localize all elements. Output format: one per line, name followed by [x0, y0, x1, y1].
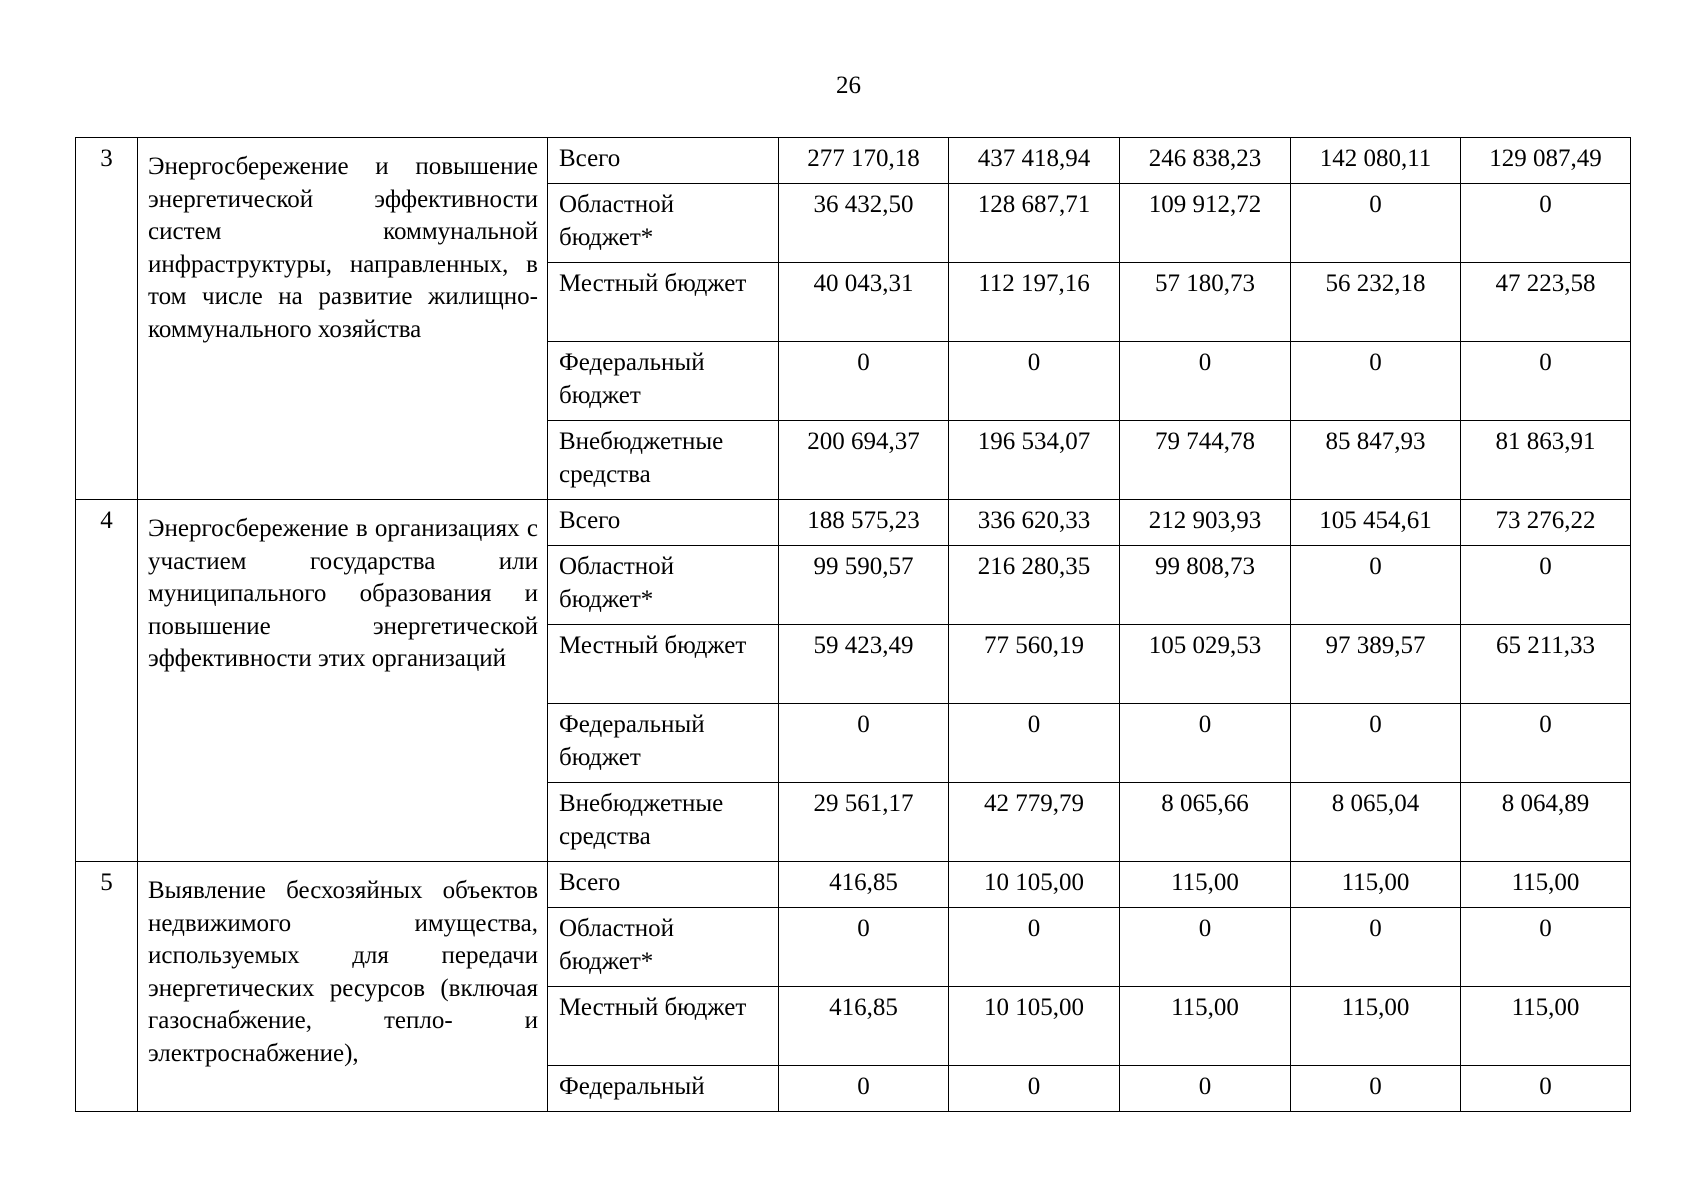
value-cell: 56 232,18 — [1291, 263, 1461, 342]
value-cell: 212 903,93 — [1120, 500, 1291, 546]
table-row — [76, 500, 1631, 546]
value-cell: 246 838,23 — [1120, 138, 1291, 184]
measure-description — [138, 862, 548, 1112]
source-label: Федеральный бюджет — [548, 704, 779, 783]
value-cell: 0 — [949, 1066, 1120, 1112]
value-cell: 112 197,16 — [949, 263, 1120, 342]
row-number: 5 — [76, 862, 138, 1112]
value-cell: 0 — [1291, 184, 1461, 263]
value-cell: 0 — [1120, 908, 1291, 987]
source-label: Областной бюджет* — [548, 184, 779, 263]
value-cell: 65 211,33 — [1461, 625, 1631, 704]
value-cell: 0 — [1461, 704, 1631, 783]
value-cell: 0 — [1291, 546, 1461, 625]
value-cell: 0 — [1461, 546, 1631, 625]
value-cell: 0 — [1291, 1066, 1461, 1112]
source-label: Федеральный — [548, 1066, 779, 1112]
table-row — [76, 862, 1631, 908]
measure-description-text: Выявление бесхозяйных объектов недвижимого имущества, используемых для передачи энергетических ресурсов (включая газоснабжение, тепло- и электроснабжение), — [148, 877, 538, 1067]
value-cell: 36 432,50 — [779, 184, 949, 263]
source-label: Федеральный бюджет — [548, 342, 779, 421]
value-cell: 97 389,57 — [1291, 625, 1461, 704]
budget-table — [75, 137, 1631, 1112]
value-cell: 0 — [779, 704, 949, 783]
source-label: Местный бюджет — [548, 625, 779, 704]
value-cell: 336 620,33 — [949, 500, 1120, 546]
value-cell: 59 423,49 — [779, 625, 949, 704]
value-cell: 416,85 — [779, 862, 949, 908]
value-cell: 8 064,89 — [1461, 783, 1631, 862]
value-cell: 0 — [1461, 908, 1631, 987]
value-cell: 0 — [1291, 908, 1461, 987]
value-cell: 99 808,73 — [1120, 546, 1291, 625]
measure-description — [138, 138, 548, 500]
source-label: Всего — [548, 500, 779, 546]
value-cell: 142 080,11 — [1291, 138, 1461, 184]
page-number: 26 — [836, 72, 861, 99]
source-label: Внебюджетные средства — [548, 783, 779, 862]
value-cell: 0 — [779, 908, 949, 987]
value-cell: 0 — [1120, 1066, 1291, 1112]
value-cell: 0 — [779, 342, 949, 421]
value-cell: 115,00 — [1461, 987, 1631, 1066]
value-cell: 437 418,94 — [949, 138, 1120, 184]
row-number: 4 — [76, 500, 138, 862]
measure-description-text: Энергосбережение в организациях с участием государства или муниципального образования и повышение энергетической эффективности этих организаций — [148, 515, 538, 672]
value-cell: 40 043,31 — [779, 263, 949, 342]
value-cell: 0 — [1120, 704, 1291, 783]
value-cell: 0 — [1461, 184, 1631, 263]
value-cell: 73 276,22 — [1461, 500, 1631, 546]
value-cell: 416,85 — [779, 987, 949, 1066]
value-cell: 57 180,73 — [1120, 263, 1291, 342]
value-cell: 0 — [1461, 1066, 1631, 1112]
value-cell: 8 065,66 — [1120, 783, 1291, 862]
value-cell: 105 029,53 — [1120, 625, 1291, 704]
value-cell: 216 280,35 — [949, 546, 1120, 625]
value-cell: 0 — [1120, 342, 1291, 421]
measure-description — [138, 500, 548, 862]
value-cell: 115,00 — [1461, 862, 1631, 908]
value-cell: 29 561,17 — [779, 783, 949, 862]
source-label: Всего — [548, 138, 779, 184]
value-cell: 128 687,71 — [949, 184, 1120, 263]
value-cell: 115,00 — [1120, 862, 1291, 908]
value-cell: 8 065,04 — [1291, 783, 1461, 862]
value-cell: 0 — [1461, 342, 1631, 421]
value-cell: 77 560,19 — [949, 625, 1120, 704]
value-cell: 10 105,00 — [949, 987, 1120, 1066]
value-cell: 115,00 — [1291, 987, 1461, 1066]
source-label: Местный бюджет — [548, 987, 779, 1066]
value-cell: 81 863,91 — [1461, 421, 1631, 500]
value-cell: 0 — [1291, 342, 1461, 421]
value-cell: 109 912,72 — [1120, 184, 1291, 263]
value-cell: 10 105,00 — [949, 862, 1120, 908]
value-cell: 99 590,57 — [779, 546, 949, 625]
value-cell: 42 779,79 — [949, 783, 1120, 862]
value-cell: 0 — [779, 1066, 949, 1112]
value-cell: 129 087,49 — [1461, 138, 1631, 184]
source-label: Внебюджетные средства — [548, 421, 779, 500]
value-cell: 196 534,07 — [949, 421, 1120, 500]
value-cell: 0 — [949, 908, 1120, 987]
measure-description-text: Энергосбережение и повышение энергетической эффективности систем коммунальной инфраструктуры, направленных, в том числе на развитие жилищно-коммунального хозяйства — [148, 153, 538, 343]
value-cell: 188 575,23 — [779, 500, 949, 546]
source-label: Областной бюджет* — [548, 546, 779, 625]
value-cell: 0 — [949, 342, 1120, 421]
value-cell: 115,00 — [1291, 862, 1461, 908]
value-cell: 277 170,18 — [779, 138, 949, 184]
value-cell: 0 — [949, 704, 1120, 783]
value-cell: 105 454,61 — [1291, 500, 1461, 546]
value-cell: 79 744,78 — [1120, 421, 1291, 500]
row-number: 3 — [76, 138, 138, 500]
source-label: Всего — [548, 862, 779, 908]
value-cell: 85 847,93 — [1291, 421, 1461, 500]
source-label: Местный бюджет — [548, 263, 779, 342]
value-cell: 115,00 — [1120, 987, 1291, 1066]
value-cell: 0 — [1291, 704, 1461, 783]
value-cell: 200 694,37 — [779, 421, 949, 500]
table-row — [76, 138, 1631, 184]
source-label: Областной бюджет* — [548, 908, 779, 987]
value-cell: 47 223,58 — [1461, 263, 1631, 342]
